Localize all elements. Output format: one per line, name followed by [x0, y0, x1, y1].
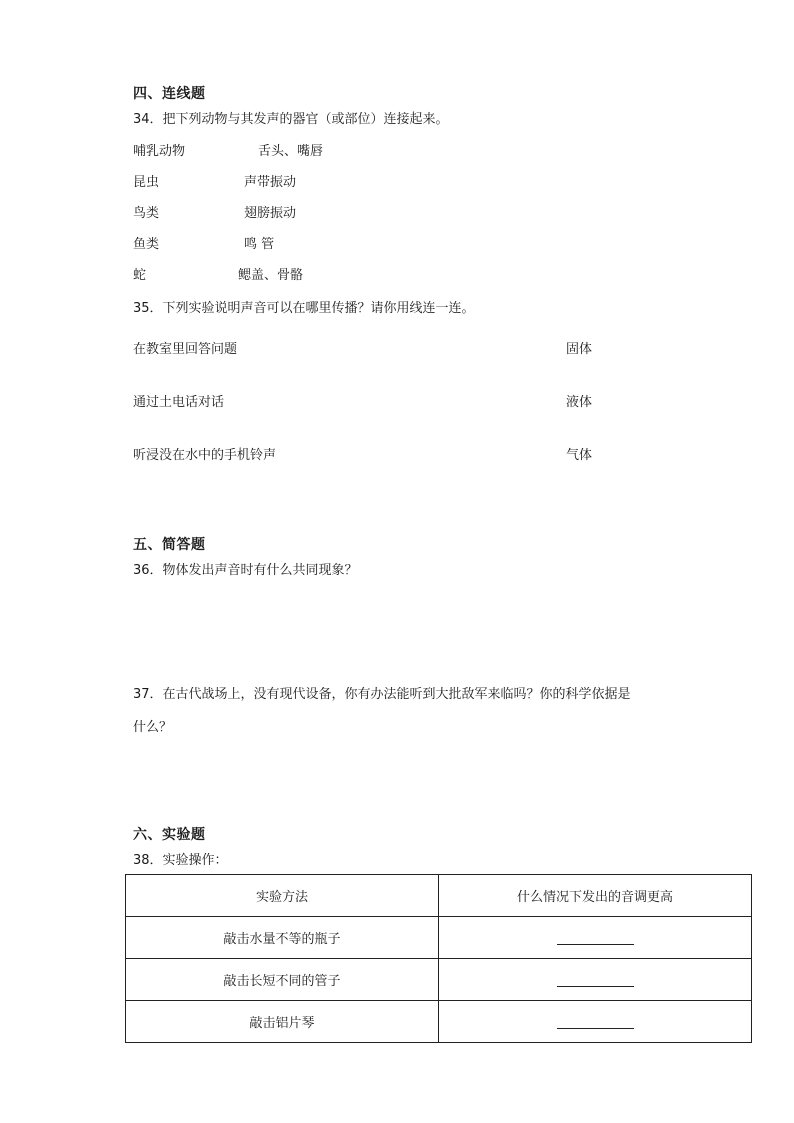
table-cell-method: 敲击水量不等的瓶子: [126, 917, 439, 959]
q34-right-item: 声带振动: [244, 175, 297, 190]
section-5-title: 五、简答题: [133, 537, 206, 553]
section-4-title: 四、连线题: [133, 86, 206, 102]
question-37-line-2: 什么？: [133, 720, 173, 735]
table-cell-method: 敲击长短不同的管子: [126, 959, 439, 1001]
q35-right-item: 液体: [566, 395, 593, 410]
table-header-row: [126, 875, 752, 917]
q35-right-item: 固体: [566, 342, 593, 357]
q34-left-item: 蛇: [133, 268, 147, 283]
q34-left-item: 昆虫: [133, 175, 160, 190]
table-row: [126, 959, 752, 1001]
q35-left-item: 听浸没在水中的手机铃声: [133, 448, 277, 463]
answer-blank[interactable]: [557, 930, 634, 945]
section-6-title: 六、实验题: [133, 827, 206, 843]
q34-left-item: 鱼类: [133, 237, 160, 252]
q35-left-item: 在教室里回答问题: [133, 342, 238, 357]
q35-right-item: 气体: [566, 448, 593, 463]
answer-blank[interactable]: [557, 1014, 634, 1029]
table-header-pitch: 什么情况下发出的音调更高: [439, 875, 752, 917]
answer-cell: [439, 1001, 752, 1043]
question-35-text: 35．下列实验说明声音可以在哪里传播？请你用线连一连。: [133, 301, 475, 316]
q35-left-item: 通过土电话对话: [133, 395, 225, 410]
q34-right-item: 翅膀振动: [244, 206, 297, 221]
q34-right-item: 舌头、嘴唇: [258, 144, 324, 159]
table-cell-method: 敲击铝片琴: [126, 1001, 439, 1043]
q34-right-item: 鸣 管: [244, 237, 275, 252]
question-37-line-1: 37．在古代战场上，没有现代设备，你有办法能听到大批敌军来临吗？你的科学依据是: [133, 687, 631, 702]
table-header-method: 实验方法: [126, 875, 439, 917]
q34-left-item: 哺乳动物: [133, 144, 186, 159]
question-38-text: 38．实验操作：: [133, 853, 228, 868]
table-row: [126, 1001, 752, 1043]
q34-right-item: 鳃盖、骨骼: [238, 268, 304, 283]
answer-cell: [439, 959, 752, 1001]
question-34-text: 34．把下列动物与其发声的器官（或部位）连接起来。: [133, 112, 449, 127]
experiment-table: [125, 874, 752, 1043]
question-36-text: 36．物体发出声音时有什么共同现象？: [133, 563, 358, 578]
answer-blank[interactable]: [557, 972, 634, 987]
table-row: [126, 917, 752, 959]
answer-cell: [439, 917, 752, 959]
q34-left-item: 鸟类: [133, 206, 160, 221]
